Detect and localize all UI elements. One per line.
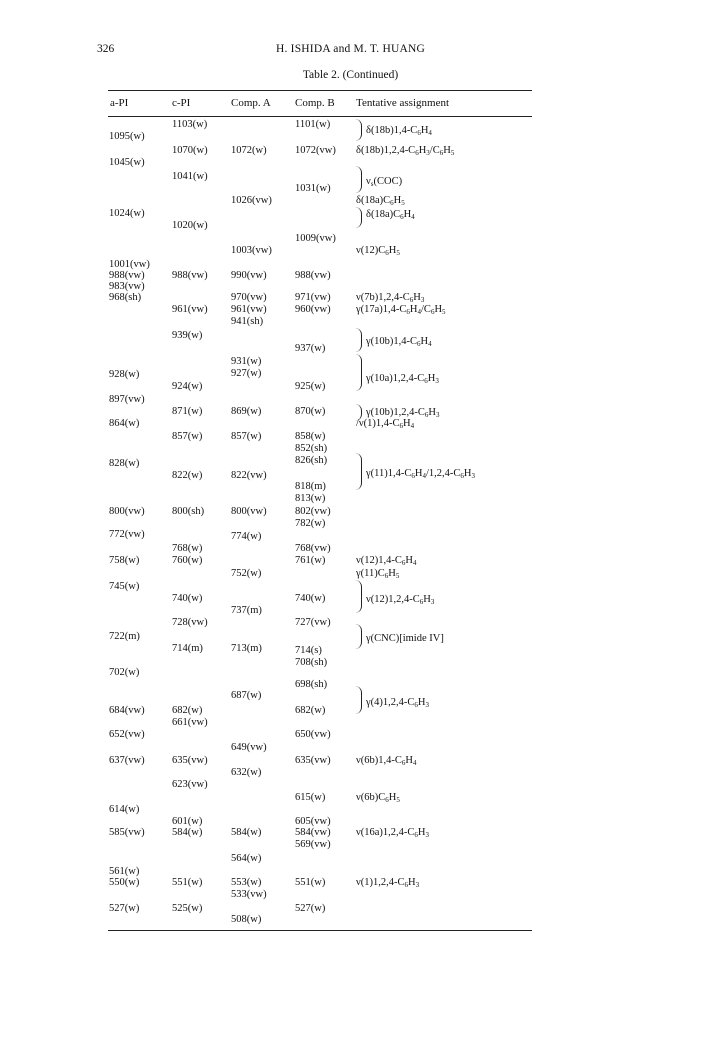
brace-bracket (355, 207, 362, 228)
cell-comp-b: 768(vw) (295, 543, 331, 554)
brace-bracket (355, 354, 362, 391)
cell-comp-a: 961(vw) (231, 304, 267, 315)
cell-assignment: $\nu_s(COC)$ (366, 176, 403, 188)
cell-comp-b: 826(sh) (295, 455, 328, 466)
cell-c-pi: 623(vw) (172, 779, 208, 790)
cell-c-pi: 601(w) (172, 816, 203, 827)
cell-a-pi: 702(w) (109, 667, 140, 678)
cell-comp-a: 774(w) (231, 531, 262, 542)
cell-comp-b: 971(vw) (295, 292, 331, 303)
cell-comp-b: 802(vw) (295, 506, 331, 517)
cell-c-pi: 768(w) (172, 543, 203, 554)
cell-comp-b: 852(sh) (295, 443, 328, 454)
cell-comp-a: 632(w) (231, 767, 262, 778)
cell-comp-a: 822(vw) (231, 470, 267, 481)
cell-c-pi: 800(sh) (172, 506, 205, 517)
cell-comp-a: 1026(vw) (231, 195, 272, 206)
cell-c-pi: 1041(w) (172, 171, 208, 182)
cell-comp-b: 615(w) (295, 792, 326, 803)
cell-assignment: $\nu(12)1,2,4-C_6H_3$ (366, 594, 435, 606)
cell-comp-b: 635(vw) (295, 755, 331, 766)
cell-comp-b: 569(vw) (295, 839, 331, 850)
cell-comp-b: 818(m) (295, 481, 326, 492)
cell-assignment: $\nu(6b)1,4-C_6H_4$ (356, 755, 417, 767)
cell-a-pi: 864(w) (109, 418, 140, 429)
cell-a-pi: 800(vw) (109, 506, 145, 517)
cell-comp-a: 970(vw) (231, 292, 267, 303)
cell-comp-b: 870(w) (295, 406, 326, 417)
cell-comp-a: 649(vw) (231, 742, 267, 753)
cell-comp-a: 990(vw) (231, 270, 267, 281)
cell-a-pi: 614(w) (109, 804, 140, 815)
cell-comp-b: 740(w) (295, 593, 326, 604)
cell-c-pi: 1020(w) (172, 220, 208, 231)
running-head: H. ISHIDA and M. T. HUANG (276, 43, 425, 55)
cell-assignment: $\nu(6b)C_6H_5$ (356, 792, 400, 804)
cell-comp-b: 605(vw) (295, 816, 331, 827)
cell-c-pi: 525(w) (172, 903, 203, 914)
cell-comp-a: 931(w) (231, 356, 262, 367)
cell-assignment: $\gamma(10b)1,4-C_6H_4$ (366, 336, 432, 348)
cell-c-pi: 740(w) (172, 593, 203, 604)
header-a-pi: a-PI (110, 97, 129, 109)
cell-assignment: $\nu(12)C_6H_5$ (356, 245, 400, 257)
table-bottom-rule (108, 930, 532, 931)
brace-bracket (355, 624, 362, 649)
cell-comp-a: 927(w) (231, 368, 262, 379)
cell-c-pi: 661(vw) (172, 717, 208, 728)
cell-assignment: $\delta(18a)C_6H_5$ (356, 195, 405, 207)
cell-assignment: γ(CNC)[imide IV] (366, 633, 444, 644)
cell-a-pi: 988(vw) (109, 270, 145, 281)
cell-a-pi: 928(w) (109, 369, 140, 380)
cell-comp-a: 533(vw) (231, 889, 267, 900)
cell-a-pi: 897(vw) (109, 394, 145, 405)
cell-comp-b: 1009(vw) (295, 233, 336, 244)
cell-comp-a: 752(w) (231, 568, 262, 579)
cell-comp-b: 925(w) (295, 381, 326, 392)
header-c-pi: c-PI (172, 97, 191, 109)
cell-a-pi: 772(vw) (109, 529, 145, 540)
cell-comp-b: 551(w) (295, 877, 326, 888)
cell-comp-b: 782(w) (295, 518, 326, 529)
brace-bracket (355, 166, 362, 193)
cell-assignment: $\nu(7b)1,2,4-C_6H_3$ (356, 292, 425, 304)
cell-a-pi: 652(vw) (109, 729, 145, 740)
cell-assignment: $\nu(12)1,4-C_6H_4$ (356, 555, 417, 567)
cell-comp-a: 553(w) (231, 877, 262, 888)
cell-assignment: $\delta(18b)1,4-C_6H_4$ (366, 125, 432, 137)
cell-comp-b: 584(vw) (295, 827, 331, 838)
cell-c-pi: 760(w) (172, 555, 203, 566)
cell-comp-b: 960(vw) (295, 304, 331, 315)
brace-bracket (355, 686, 362, 714)
brace-bracket (355, 328, 362, 352)
cell-comp-a: 564(w) (231, 853, 262, 864)
cell-assignment: $\gamma(11)C_6H_5$ (356, 568, 400, 580)
cell-comp-b: 650(vw) (295, 729, 331, 740)
cell-a-pi: 968(sh) (109, 292, 142, 303)
header-tentative-assignment: Tentative assignment (356, 97, 450, 109)
cell-c-pi: 961(vw) (172, 304, 208, 315)
brace-bracket (355, 119, 362, 141)
cell-comp-b: 761(w) (295, 555, 326, 566)
cell-a-pi: 722(m) (109, 631, 140, 642)
cell-c-pi: 1070(w) (172, 145, 208, 156)
cell-comp-a: 508(w) (231, 914, 262, 925)
cell-c-pi: 857(w) (172, 431, 203, 442)
cell-comp-b: 527(w) (295, 903, 326, 914)
cell-comp-b: 727(vw) (295, 617, 331, 628)
cell-c-pi: 924(w) (172, 381, 203, 392)
cell-comp-a: 857(w) (231, 431, 262, 442)
cell-c-pi: 584(w) (172, 827, 203, 838)
cell-comp-b: 1072(vw) (295, 145, 336, 156)
cell-comp-b: 858(w) (295, 431, 326, 442)
cell-comp-a: 687(w) (231, 690, 262, 701)
cell-comp-b: 813(w) (295, 493, 326, 504)
cell-c-pi: 822(w) (172, 470, 203, 481)
cell-a-pi: 585(vw) (109, 827, 145, 838)
cell-a-pi: 527(w) (109, 903, 140, 914)
cell-assignment: $\gamma(10a)1,2,4-C_6H_3$ (366, 373, 439, 385)
cell-a-pi: 550(w) (109, 877, 140, 888)
cell-assignment: $\nu(16a)1,2,4-C_6H_3$ (356, 827, 429, 839)
cell-comp-b: 698(sh) (295, 679, 328, 690)
brace-bracket (355, 453, 362, 490)
cell-comp-b: 714(s) (295, 645, 322, 656)
cell-comp-a: 584(w) (231, 827, 262, 838)
cell-c-pi: 728(vw) (172, 617, 208, 628)
cell-c-pi: 635(vw) (172, 755, 208, 766)
cell-comp-b: 1031(w) (295, 183, 331, 194)
cell-assignment: $\gamma(11)1,4-C_6H_4/1,2,4-C_6H_3$ (366, 468, 475, 480)
cell-comp-a: 800(vw) (231, 506, 267, 517)
cell-comp-b: 988(vw) (295, 270, 331, 281)
cell-c-pi: 682(w) (172, 705, 203, 716)
cell-comp-b: 937(w) (295, 343, 326, 354)
cell-assignment: $\delta(18b)1,2,4-C_6H_3/C_6H_5$ (356, 145, 455, 157)
cell-a-pi: 684(vw) (109, 705, 145, 716)
cell-c-pi: 988(vw) (172, 270, 208, 281)
cell-a-pi: 745(w) (109, 581, 140, 592)
cell-a-pi: 758(w) (109, 555, 140, 566)
cell-a-pi: 1045(w) (109, 157, 145, 168)
cell-a-pi: 1095(w) (109, 131, 145, 142)
cell-comp-a: 869(w) (231, 406, 262, 417)
page-number: 326 (97, 43, 115, 55)
cell-assignment: $\delta(18a)C_6H_4$ (366, 209, 415, 221)
cell-c-pi: 939(w) (172, 330, 203, 341)
cell-assignment: $/\nu(1)1,4-C_6H_4$ (356, 418, 415, 430)
cell-comp-a: 1072(w) (231, 145, 267, 156)
cell-assignment: $\nu(1)1,2,4-C_6H_3$ (356, 877, 420, 889)
cell-comp-a: 737(m) (231, 605, 262, 616)
table-header-rule (108, 116, 532, 117)
cell-assignment: $\gamma(17a)1,4-C_6H_4/C_6H_5$ (356, 304, 446, 316)
cell-a-pi: 561(w) (109, 866, 140, 877)
cell-c-pi: 551(w) (172, 877, 203, 888)
header-comp-b: Comp. B (295, 97, 335, 109)
cell-comp-b: 708(sh) (295, 657, 328, 668)
cell-a-pi: 1001(vw) (109, 259, 150, 270)
cell-comp-a: 713(m) (231, 643, 262, 654)
cell-comp-a: 941(sh) (231, 316, 264, 327)
cell-c-pi: 1103(w) (172, 119, 208, 130)
cell-a-pi: 828(w) (109, 458, 140, 469)
cell-a-pi: 1024(w) (109, 208, 145, 219)
cell-comp-a: 1003(vw) (231, 245, 272, 256)
cell-comp-b: 682(w) (295, 705, 326, 716)
cell-c-pi: 714(m) (172, 643, 203, 654)
cell-assignment: $\gamma(10b)1,2,4-C_6H_3$ (366, 407, 440, 419)
cell-a-pi: 637(vw) (109, 755, 145, 766)
header-comp-a: Comp. A (231, 97, 271, 109)
cell-c-pi: 871(w) (172, 406, 203, 417)
table-title: Table 2. (Continued) (302, 69, 399, 81)
table-top-rule (108, 90, 532, 91)
cell-assignment: $\gamma(4)1,2,4-C_6H_3$ (366, 697, 429, 709)
cell-a-pi: 983(vw) (109, 281, 145, 292)
cell-comp-b: 1101(w) (295, 119, 331, 130)
brace-bracket (355, 580, 362, 613)
